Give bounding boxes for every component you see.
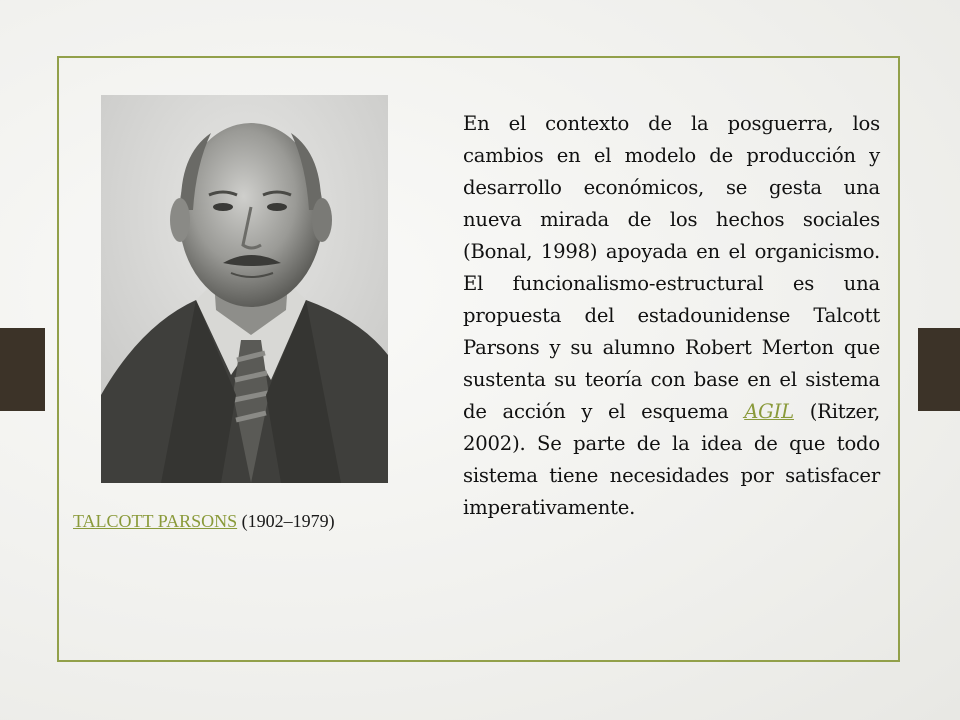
- photo-caption: [73, 511, 433, 532]
- caption-years: (1902–1979): [237, 511, 335, 531]
- talcott-parsons-link[interactable]: TALCOTT PARSONS: [73, 511, 238, 531]
- right-decorative-bar: [918, 328, 960, 411]
- portrait-photo: [101, 95, 388, 483]
- left-decorative-bar: [0, 328, 45, 411]
- paragraph-part-1: En el contexto de la posguerra, los cambios en el modelo de producción y desarrollo económicos, se gesta una nueva mirada de los hechos sociales (Bonal, 1998) apoyada en el organicismo. El funcionalismo-estructural es una propuesta del estadounidense Talcott Parsons y su alumno Robert Merton que sustenta su teoría con base en el sistema de acción y el esquema: [463, 112, 880, 423]
- main-paragraph: [463, 108, 880, 524]
- agil-link[interactable]: AGIL: [744, 400, 794, 423]
- paragraph-part-2: (Ritzer, 2002). Se parte de la idea de que todo sistema tiene necesidades por satisfacer imperativamente.: [463, 400, 880, 519]
